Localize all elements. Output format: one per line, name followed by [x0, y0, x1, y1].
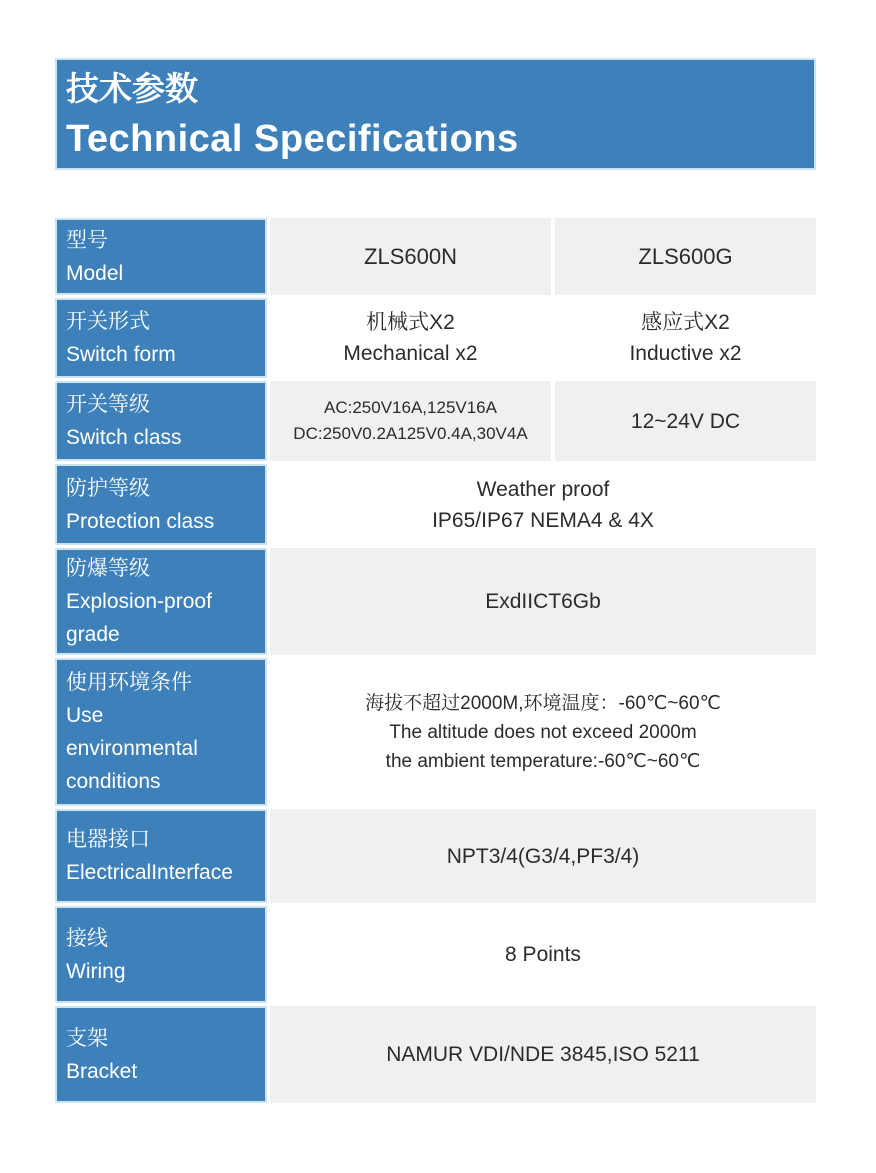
row-label [55, 809, 267, 903]
row-wiring [55, 906, 816, 1003]
value-cell-explosion-proof-grade [270, 548, 816, 655]
page-title-en: Technical Specifications [66, 118, 519, 160]
value-line: 机械式X2 [366, 311, 455, 334]
value-line: ExdIICT6Gb [485, 590, 601, 613]
row-label [55, 218, 267, 295]
value-line: Inductive x2 [629, 342, 742, 365]
label-zh: 支架 [66, 1026, 108, 1050]
title-banner [55, 58, 816, 170]
label-zh: 电器接口 [66, 828, 150, 851]
value-cell-switch-class-dc [555, 381, 816, 461]
row-model [55, 218, 816, 295]
value-line: ZLS600G [638, 244, 733, 269]
row-label [55, 381, 267, 461]
value-line: The altitude does not exceed 2000m [389, 721, 697, 743]
value-line: Mechanical x2 [343, 342, 478, 365]
label-en: Explosion-proof grade [66, 590, 212, 646]
label-en: Switch form [66, 343, 176, 366]
value-line: NPT3/4(G3/4,PF3/4) [446, 844, 640, 868]
value-line: 8 Points [505, 943, 581, 966]
spec-table [55, 218, 816, 1106]
value-line: NAMUR VDI/NDE 3845,ISO 5211 [386, 1043, 700, 1066]
row-electrical-interface [55, 809, 816, 903]
row-label [55, 906, 267, 1003]
value-cell-switch-form-mechanical [270, 298, 551, 378]
label-en: Wiring [66, 959, 126, 983]
row-label [55, 658, 267, 806]
page-title-zh: 技术参数 [66, 70, 198, 107]
row-switch-form [55, 298, 816, 378]
label-en: Use environmental conditions [66, 704, 198, 793]
row-switch-class [55, 381, 816, 461]
row-use-environmental-conditions [55, 658, 816, 806]
label-en: Protection class [66, 509, 215, 533]
label-zh: 防护等级 [66, 476, 150, 500]
value-cell-use-environmental-conditions [270, 658, 816, 806]
value-cell-model-zls600g [555, 218, 816, 295]
label-zh: 防爆等级 [66, 557, 150, 580]
value-cell-wiring [270, 906, 816, 1003]
label-en: ElectricalInterface [66, 861, 233, 884]
value-cell-bracket [270, 1006, 816, 1103]
row-explosion-proof-grade [55, 548, 816, 655]
value-cell-switch-form-inductive [555, 298, 816, 378]
value-line: 12~24V DC [630, 409, 741, 433]
row-label [55, 548, 267, 655]
value-cell-model-zls600n [270, 218, 551, 295]
value-cell-electrical-interface [270, 809, 816, 903]
row-label [55, 298, 267, 378]
label-en: Model [66, 261, 124, 285]
row-label [55, 464, 267, 545]
label-zh: 型号 [66, 228, 108, 252]
label-zh: 开关形式 [66, 310, 150, 333]
value-line: IP65/IP67 NEMA4 & 4X [432, 508, 654, 532]
label-zh: 接线 [66, 926, 108, 950]
value-line: ZLS600N [364, 244, 457, 269]
row-protection-class [55, 464, 816, 545]
label-en: Bracket [66, 1059, 138, 1083]
value-line: AC:250V16A,125V16A [324, 398, 497, 417]
label-zh: 使用环境条件 [66, 671, 192, 694]
value-line: 海拔不超过2000M,环境温度：-60℃~60℃ [365, 692, 721, 714]
value-line: DC:250V0.2A125V0.4A,30V4A [293, 424, 528, 443]
value-cell-protection-class [270, 464, 816, 545]
row-label [55, 1006, 267, 1103]
label-en: Switch class [66, 426, 182, 449]
label-zh: 开关等级 [66, 393, 150, 416]
value-line: Weather proof [476, 477, 610, 501]
row-bracket [55, 1006, 816, 1103]
value-cell-switch-class-ac-dc [270, 381, 551, 461]
value-line: the ambient temperature:-60℃~60℃ [385, 750, 701, 772]
value-line: 感应式X2 [641, 311, 730, 334]
